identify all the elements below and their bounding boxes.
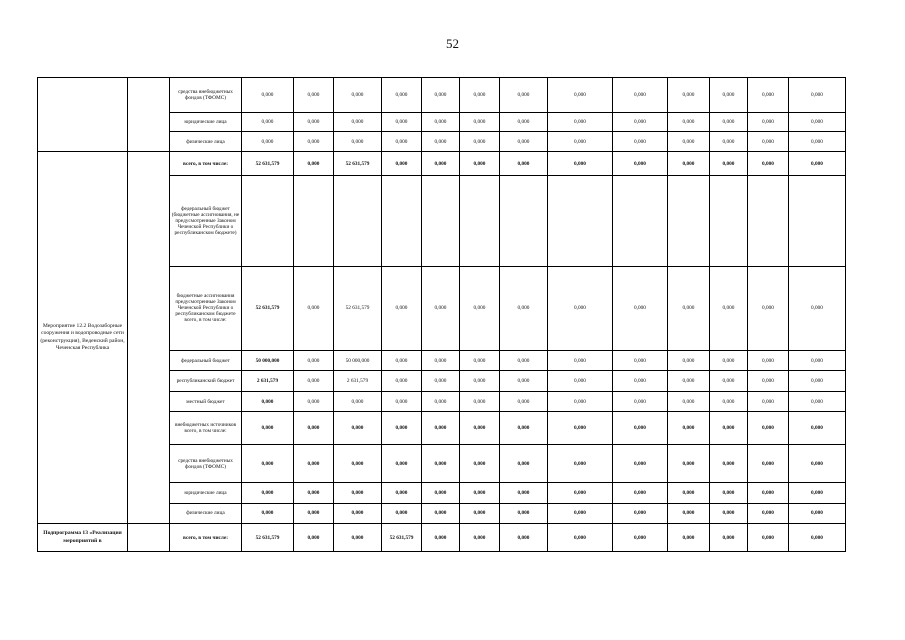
value-cell: 0,000: [710, 412, 748, 445]
value-cell: 0,000: [242, 445, 294, 483]
source-label: средства внебюджетных фондов (ТФОМС): [170, 78, 242, 113]
value-cell: 0,000: [460, 266, 500, 350]
value-cell: [710, 176, 748, 266]
value-cell: 0,000: [668, 112, 710, 131]
value-cell: 0,000: [294, 391, 334, 412]
value-cell: 0,000: [294, 524, 334, 552]
source-label: внебюджетных источников всего, в том числе:: [170, 412, 242, 445]
subprogram-13-cell: Подпрограмма 13 «Реализация мероприятий в: [38, 524, 128, 552]
value-cell: 0,000: [613, 112, 668, 131]
value-cell: 0,000: [500, 391, 548, 412]
empty-cell: [128, 151, 170, 523]
value-cell: 0,000: [422, 503, 460, 524]
value-cell: 52 631,579: [382, 524, 422, 552]
value-cell: 0,000: [710, 78, 748, 113]
value-cell: 0,000: [789, 112, 846, 131]
value-cell: 0,000: [382, 151, 422, 176]
value-cell: 0,000: [710, 524, 748, 552]
value-cell: 0,000: [294, 78, 334, 113]
value-cell: 0,000: [500, 371, 548, 392]
value-cell: 0,000: [789, 151, 846, 176]
value-cell: 0,000: [748, 483, 789, 504]
value-cell: 0,000: [789, 503, 846, 524]
value-cell: 0,000: [613, 391, 668, 412]
page-number: 52: [446, 36, 459, 51]
value-cell: 0,000: [500, 78, 548, 113]
value-cell: 0,000: [460, 524, 500, 552]
value-cell: 0,000: [294, 445, 334, 483]
value-cell: 0,000: [422, 350, 460, 371]
value-cell: 0,000: [548, 503, 613, 524]
table-row: [38, 524, 846, 552]
value-cell: 0,000: [242, 503, 294, 524]
value-cell: 0,000: [294, 371, 334, 392]
value-cell: 0,000: [710, 371, 748, 392]
value-cell: 0,000: [242, 412, 294, 445]
value-cell: 0,000: [294, 132, 334, 151]
value-cell: 0,000: [613, 445, 668, 483]
value-cell: [294, 176, 334, 266]
value-cell: 50 000,000: [242, 350, 294, 371]
value-cell: 0,000: [789, 266, 846, 350]
value-cell: 0,000: [748, 371, 789, 392]
value-cell: 2 631,579: [334, 371, 382, 392]
value-cell: 0,000: [422, 371, 460, 392]
source-label: юридические лица: [170, 483, 242, 504]
value-cell: 0,000: [613, 503, 668, 524]
table-row: [38, 78, 846, 113]
value-cell: 0,000: [748, 524, 789, 552]
value-cell: 0,000: [789, 412, 846, 445]
value-cell: 0,000: [294, 266, 334, 350]
value-cell: 0,000: [334, 132, 382, 151]
value-cell: 0,000: [748, 266, 789, 350]
source-label: средства внебюджетных фондов (ТФОМС): [170, 445, 242, 483]
value-cell: 0,000: [548, 524, 613, 552]
value-cell: 0,000: [422, 483, 460, 504]
measure-12-2-cell: Мероприятие 12.2 Водозаборные сооружения и водопроводные сети (реконструкция), Веденский район, Чеченская Республика: [38, 151, 128, 523]
value-cell: 0,000: [710, 132, 748, 151]
source-label: федеральный бюджет (бюджетные ассигнования, не предусмотренные Законом Чеченской Республики о республиканском бюджете): [170, 176, 242, 266]
value-cell: 2 631,579: [242, 371, 294, 392]
value-cell: 0,000: [382, 132, 422, 151]
value-cell: 0,000: [334, 524, 382, 552]
value-cell: 0,000: [613, 266, 668, 350]
value-cell: 0,000: [710, 483, 748, 504]
value-cell: 0,000: [710, 112, 748, 131]
value-cell: 0,000: [382, 412, 422, 445]
value-cell: 0,000: [460, 503, 500, 524]
value-cell: 0,000: [294, 483, 334, 504]
value-cell: 0,000: [500, 445, 548, 483]
table-row: [38, 151, 846, 176]
budget-table: [37, 77, 846, 552]
value-cell: 0,000: [668, 350, 710, 371]
value-cell: 0,000: [668, 524, 710, 552]
value-cell: 0,000: [294, 112, 334, 131]
source-label: физические лица: [170, 132, 242, 151]
value-cell: 0,000: [613, 350, 668, 371]
value-cell: 52 631,579: [242, 151, 294, 176]
value-cell: 0,000: [789, 78, 846, 113]
value-cell: 0,000: [382, 78, 422, 113]
value-cell: 0,000: [710, 445, 748, 483]
source-label: физические лица: [170, 503, 242, 524]
value-cell: 52 631,579: [334, 151, 382, 176]
value-cell: 0,000: [548, 132, 613, 151]
value-cell: 0,000: [613, 371, 668, 392]
value-cell: [242, 176, 294, 266]
value-cell: 0,000: [294, 412, 334, 445]
value-cell: 0,000: [382, 391, 422, 412]
value-cell: 0,000: [548, 151, 613, 176]
value-cell: 0,000: [548, 78, 613, 113]
value-cell: 50 000,000: [334, 350, 382, 371]
value-cell: 0,000: [500, 483, 548, 504]
value-cell: 0,000: [613, 412, 668, 445]
value-cell: 0,000: [789, 445, 846, 483]
value-cell: 0,000: [422, 524, 460, 552]
value-cell: 0,000: [748, 151, 789, 176]
value-cell: 0,000: [294, 350, 334, 371]
value-cell: 0,000: [500, 412, 548, 445]
value-cell: 0,000: [548, 266, 613, 350]
value-cell: 0,000: [668, 503, 710, 524]
value-cell: 0,000: [334, 445, 382, 483]
value-cell: 0,000: [668, 78, 710, 113]
value-cell: 0,000: [613, 78, 668, 113]
value-cell: 0,000: [613, 524, 668, 552]
value-cell: 52 631,579: [334, 266, 382, 350]
value-cell: [382, 176, 422, 266]
value-cell: 0,000: [613, 151, 668, 176]
value-cell: 0,000: [710, 350, 748, 371]
value-cell: 0,000: [548, 445, 613, 483]
value-cell: 0,000: [748, 78, 789, 113]
source-label: всего, в том числе:: [170, 151, 242, 176]
value-cell: 0,000: [382, 112, 422, 131]
value-cell: 0,000: [242, 483, 294, 504]
value-cell: 0,000: [548, 112, 613, 131]
value-cell: 0,000: [460, 445, 500, 483]
value-cell: 0,000: [334, 78, 382, 113]
value-cell: 0,000: [382, 445, 422, 483]
value-cell: 0,000: [460, 483, 500, 504]
value-cell: 0,000: [789, 391, 846, 412]
value-cell: 0,000: [668, 132, 710, 151]
value-cell: 0,000: [548, 483, 613, 504]
value-cell: 0,000: [334, 112, 382, 131]
value-cell: [668, 176, 710, 266]
value-cell: 0,000: [382, 483, 422, 504]
value-cell: 0,000: [382, 266, 422, 350]
value-cell: 0,000: [668, 391, 710, 412]
value-cell: 0,000: [500, 350, 548, 371]
value-cell: 0,000: [710, 503, 748, 524]
value-cell: 0,000: [668, 445, 710, 483]
value-cell: 0,000: [242, 132, 294, 151]
value-cell: 0,000: [422, 391, 460, 412]
value-cell: 0,000: [548, 371, 613, 392]
value-cell: 0,000: [500, 503, 548, 524]
value-cell: 0,000: [710, 266, 748, 350]
value-cell: 52 631,579: [242, 266, 294, 350]
value-cell: 0,000: [668, 483, 710, 504]
value-cell: 0,000: [500, 266, 548, 350]
table-body: [38, 78, 846, 552]
value-cell: 0,000: [422, 445, 460, 483]
value-cell: 0,000: [460, 371, 500, 392]
value-cell: 0,000: [668, 412, 710, 445]
value-cell: 0,000: [748, 350, 789, 371]
value-cell: 0,000: [500, 132, 548, 151]
empty-cell: [128, 524, 170, 552]
value-cell: 0,000: [748, 503, 789, 524]
value-cell: 0,000: [460, 132, 500, 151]
value-cell: 0,000: [460, 391, 500, 412]
value-cell: 0,000: [242, 78, 294, 113]
value-cell: 0,000: [422, 151, 460, 176]
value-cell: 0,000: [422, 412, 460, 445]
value-cell: [789, 176, 846, 266]
value-cell: 0,000: [748, 445, 789, 483]
value-cell: 0,000: [334, 483, 382, 504]
value-cell: [422, 176, 460, 266]
source-label: всего, в том числе:: [170, 524, 242, 552]
value-cell: 0,000: [748, 391, 789, 412]
empty-cell: [128, 78, 170, 152]
source-label: республиканский бюджет: [170, 371, 242, 392]
value-cell: 0,000: [548, 391, 613, 412]
value-cell: 0,000: [422, 112, 460, 131]
value-cell: 0,000: [242, 112, 294, 131]
value-cell: 0,000: [294, 151, 334, 176]
source-label: местный бюджет: [170, 391, 242, 412]
value-cell: 0,000: [500, 151, 548, 176]
value-cell: 0,000: [460, 412, 500, 445]
value-cell: 0,000: [789, 132, 846, 151]
value-cell: 0,000: [748, 132, 789, 151]
value-cell: 0,000: [382, 371, 422, 392]
value-cell: 0,000: [710, 151, 748, 176]
value-cell: 0,000: [294, 503, 334, 524]
value-cell: 0,000: [334, 503, 382, 524]
source-label: юридические лица: [170, 112, 242, 131]
value-cell: 0,000: [460, 350, 500, 371]
value-cell: [500, 176, 548, 266]
value-cell: [334, 176, 382, 266]
source-label: бюджетные ассигнования предусмотренные Законом Чеченской Республики о республиканском бюджете всего, в том числе:: [170, 266, 242, 350]
value-cell: 0,000: [500, 524, 548, 552]
value-cell: [460, 176, 500, 266]
value-cell: [548, 176, 613, 266]
source-label: федеральный бюджет: [170, 350, 242, 371]
value-cell: 0,000: [668, 151, 710, 176]
value-cell: 0,000: [460, 78, 500, 113]
value-cell: 0,000: [668, 371, 710, 392]
value-cell: 0,000: [382, 503, 422, 524]
value-cell: 0,000: [460, 112, 500, 131]
value-cell: 52 631,579: [242, 524, 294, 552]
value-cell: [613, 176, 668, 266]
value-cell: 0,000: [613, 483, 668, 504]
value-cell: 0,000: [748, 412, 789, 445]
program-cell: [38, 78, 128, 152]
value-cell: 0,000: [422, 78, 460, 113]
value-cell: [748, 176, 789, 266]
value-cell: 0,000: [382, 350, 422, 371]
value-cell: 0,000: [710, 391, 748, 412]
value-cell: 0,000: [789, 371, 846, 392]
value-cell: 0,000: [460, 151, 500, 176]
value-cell: 0,000: [548, 412, 613, 445]
value-cell: 0,000: [242, 391, 294, 412]
value-cell: 0,000: [422, 266, 460, 350]
value-cell: 0,000: [789, 524, 846, 552]
value-cell: 0,000: [668, 266, 710, 350]
value-cell: 0,000: [789, 483, 846, 504]
value-cell: 0,000: [748, 112, 789, 131]
value-cell: 0,000: [422, 132, 460, 151]
value-cell: 0,000: [334, 412, 382, 445]
value-cell: 0,000: [334, 391, 382, 412]
value-cell: 0,000: [548, 350, 613, 371]
value-cell: 0,000: [789, 350, 846, 371]
value-cell: 0,000: [613, 132, 668, 151]
value-cell: 0,000: [500, 112, 548, 131]
